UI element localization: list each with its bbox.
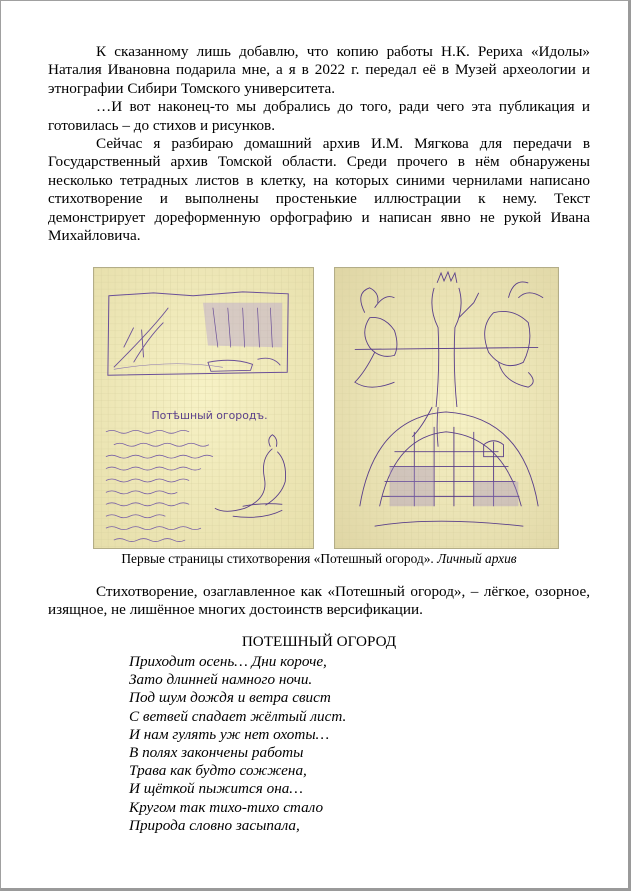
poem-body	[129, 653, 346, 835]
poem-line: Под шум дождя и ветра свист	[129, 689, 331, 707]
intro-paragraphs	[48, 43, 590, 245]
poem-line: Приходит осень… Дни короче,	[129, 653, 327, 670]
paragraph-finally: …И вот наконец-то мы добрались до того, ради чего эта публикация и готовилась – до стихов и рисунков.	[48, 98, 590, 134]
poem-line: И щёткой пыжится она…	[129, 780, 303, 798]
poem-line: Природа словно засыпала,	[129, 816, 300, 834]
poem-line: Кругом так тихо-тихо стало	[129, 798, 324, 816]
figure-right-notebook-page	[334, 267, 559, 549]
poem-line: Зато длинней намного ночи.	[129, 671, 313, 689]
handwritten-title: Потѣшный огородъ.	[151, 408, 268, 422]
poem-line: В полях закончены работы	[129, 744, 304, 762]
poem-line: И нам гулять уж нет охоты…	[129, 725, 330, 743]
poem-line: Трава как будто сожжена,	[129, 762, 307, 780]
figure-caption	[48, 551, 590, 567]
poem-line: С ветвей спадает жёлтый лист.	[129, 707, 347, 725]
paragraph-poem-description: Стихотворение, озаглавленное как «Потешный огород», – лёгкое, озорное, изящное, не лишённое многих достоинств версификации.	[48, 583, 590, 619]
poem-title: ПОТЕШНЫЙ ОГОРОД	[241, 633, 397, 650]
notebook-page-drawing-left	[94, 268, 313, 548]
paragraph-archive: Сейчас я разбираю домашний архив И.М. Мягкова для передачи в Государственный архив Томской области. Среди прочего в нём обнаружены несколько тетрадных листов в клетку, на которых синими чернилами написано стихотворение и выполнены простенькие иллюстрации к нему. Текст демонстрирует дореформенную орфографию и написан явно не рукой Ивана Михайловича.	[48, 135, 590, 245]
figure-left-notebook-page	[93, 267, 314, 549]
poem-intro-paragraph	[48, 583, 590, 620]
paragraph-roerich: К сказанному лишь добавлю, что копию работы Н.К. Рериха «Идолы» Наталия Ивановна подарила мне, а я в 2022 г. передал её в Музей археологии и этнографии Сибири Томского университета.	[48, 43, 590, 97]
caption-main: Первые страницы стихотворения «Потешный огород».	[121, 551, 438, 566]
notebook-page-drawing-right	[335, 268, 558, 548]
caption-source: Личный архив	[437, 551, 517, 566]
